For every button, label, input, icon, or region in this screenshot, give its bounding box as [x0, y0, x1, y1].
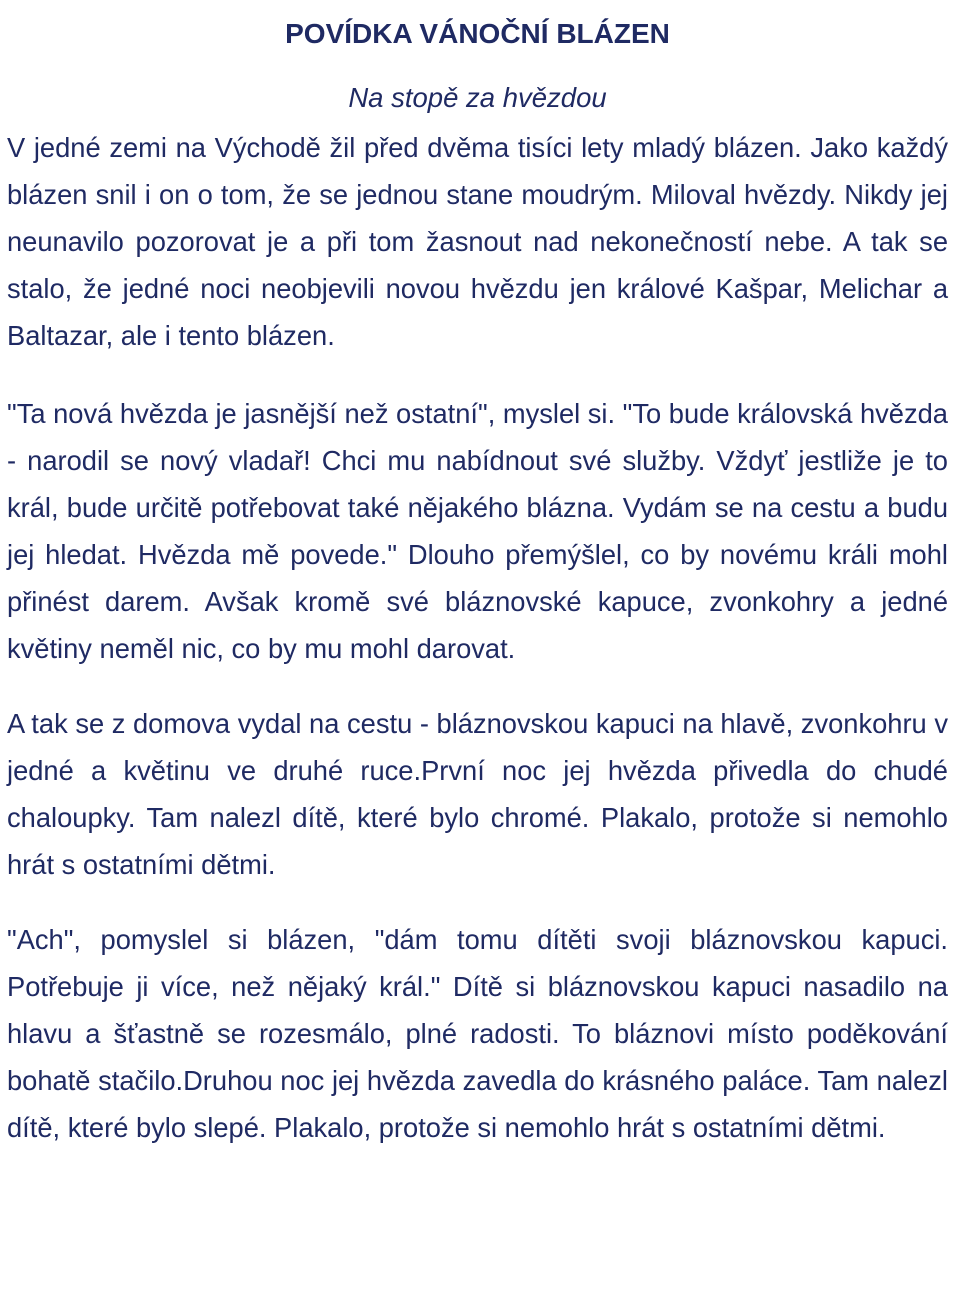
- story-subtitle: Na stopě za hvězdou: [348, 82, 607, 113]
- document-page: [7, 14, 948, 1151]
- paragraph-2: "Ta nová hvězda je jasnější než ostatní", myslel si. "To bude královská hvězda - narodil se nový vladař! Chci mu nabídnout své služby. Vždyť jestliže je to král, bude určitě potřebovat také nějakého blázna. Vydám se na cestu a budu jej hledat. Hvězda mě povede." Dlouho přemýšlel, co by novému králi mohl přinést darem. Avšak kromě své bláznovské kapuce, zvonkohry a jedné květiny neměl nic, co by mu mohl darovat.: [7, 398, 948, 664]
- paragraph-4: "Ach", pomyslel si blázen, "dám tomu dítěti svoji bláznovskou kapuci. Potřebuje ji více, než nějaký král." Dítě si bláznovskou kapuci nasadilo na hlavu a šťastně se rozesmálo, plné radosti. To bláznovi místo poděkování bohatě stačilo.Druhou noc jej hvězda zavedla do krásného paláce. Tam nalezl dítě, které bylo slepé. Plakalo, protože si nemohlo hrát s ostatními dětmi.: [7, 924, 948, 1143]
- story-title: POVÍDKA VÁNOČNÍ BLÁZEN: [285, 18, 670, 49]
- paragraph-3: A tak se z domova vydal na cestu - bláznovskou kapuci na hlavě, zvonkohru v jedné a květinu ve druhé ruce.První noc jej hvězda přivedla do chudé chaloupky. Tam nalezl dítě, které bylo chromé. Plakalo, protože si nemohlo hrát s ostatními dětmi.: [7, 708, 948, 880]
- paragraph-1: V jedné zemi na Východě žil před dvěma tisíci lety mladý blázen. Jako každý blázen snil i on o tom, že se jednou stane moudrým. Miloval hvězdy. Nikdy jej neunavilo pozorovat je a při tom žasnout nad nekonečností nebe. A tak se stalo, že jedné noci neobjevili novou hvězdu jen králové Kašpar, Melichar a Baltazar, ale i tento blázen.: [7, 132, 948, 351]
